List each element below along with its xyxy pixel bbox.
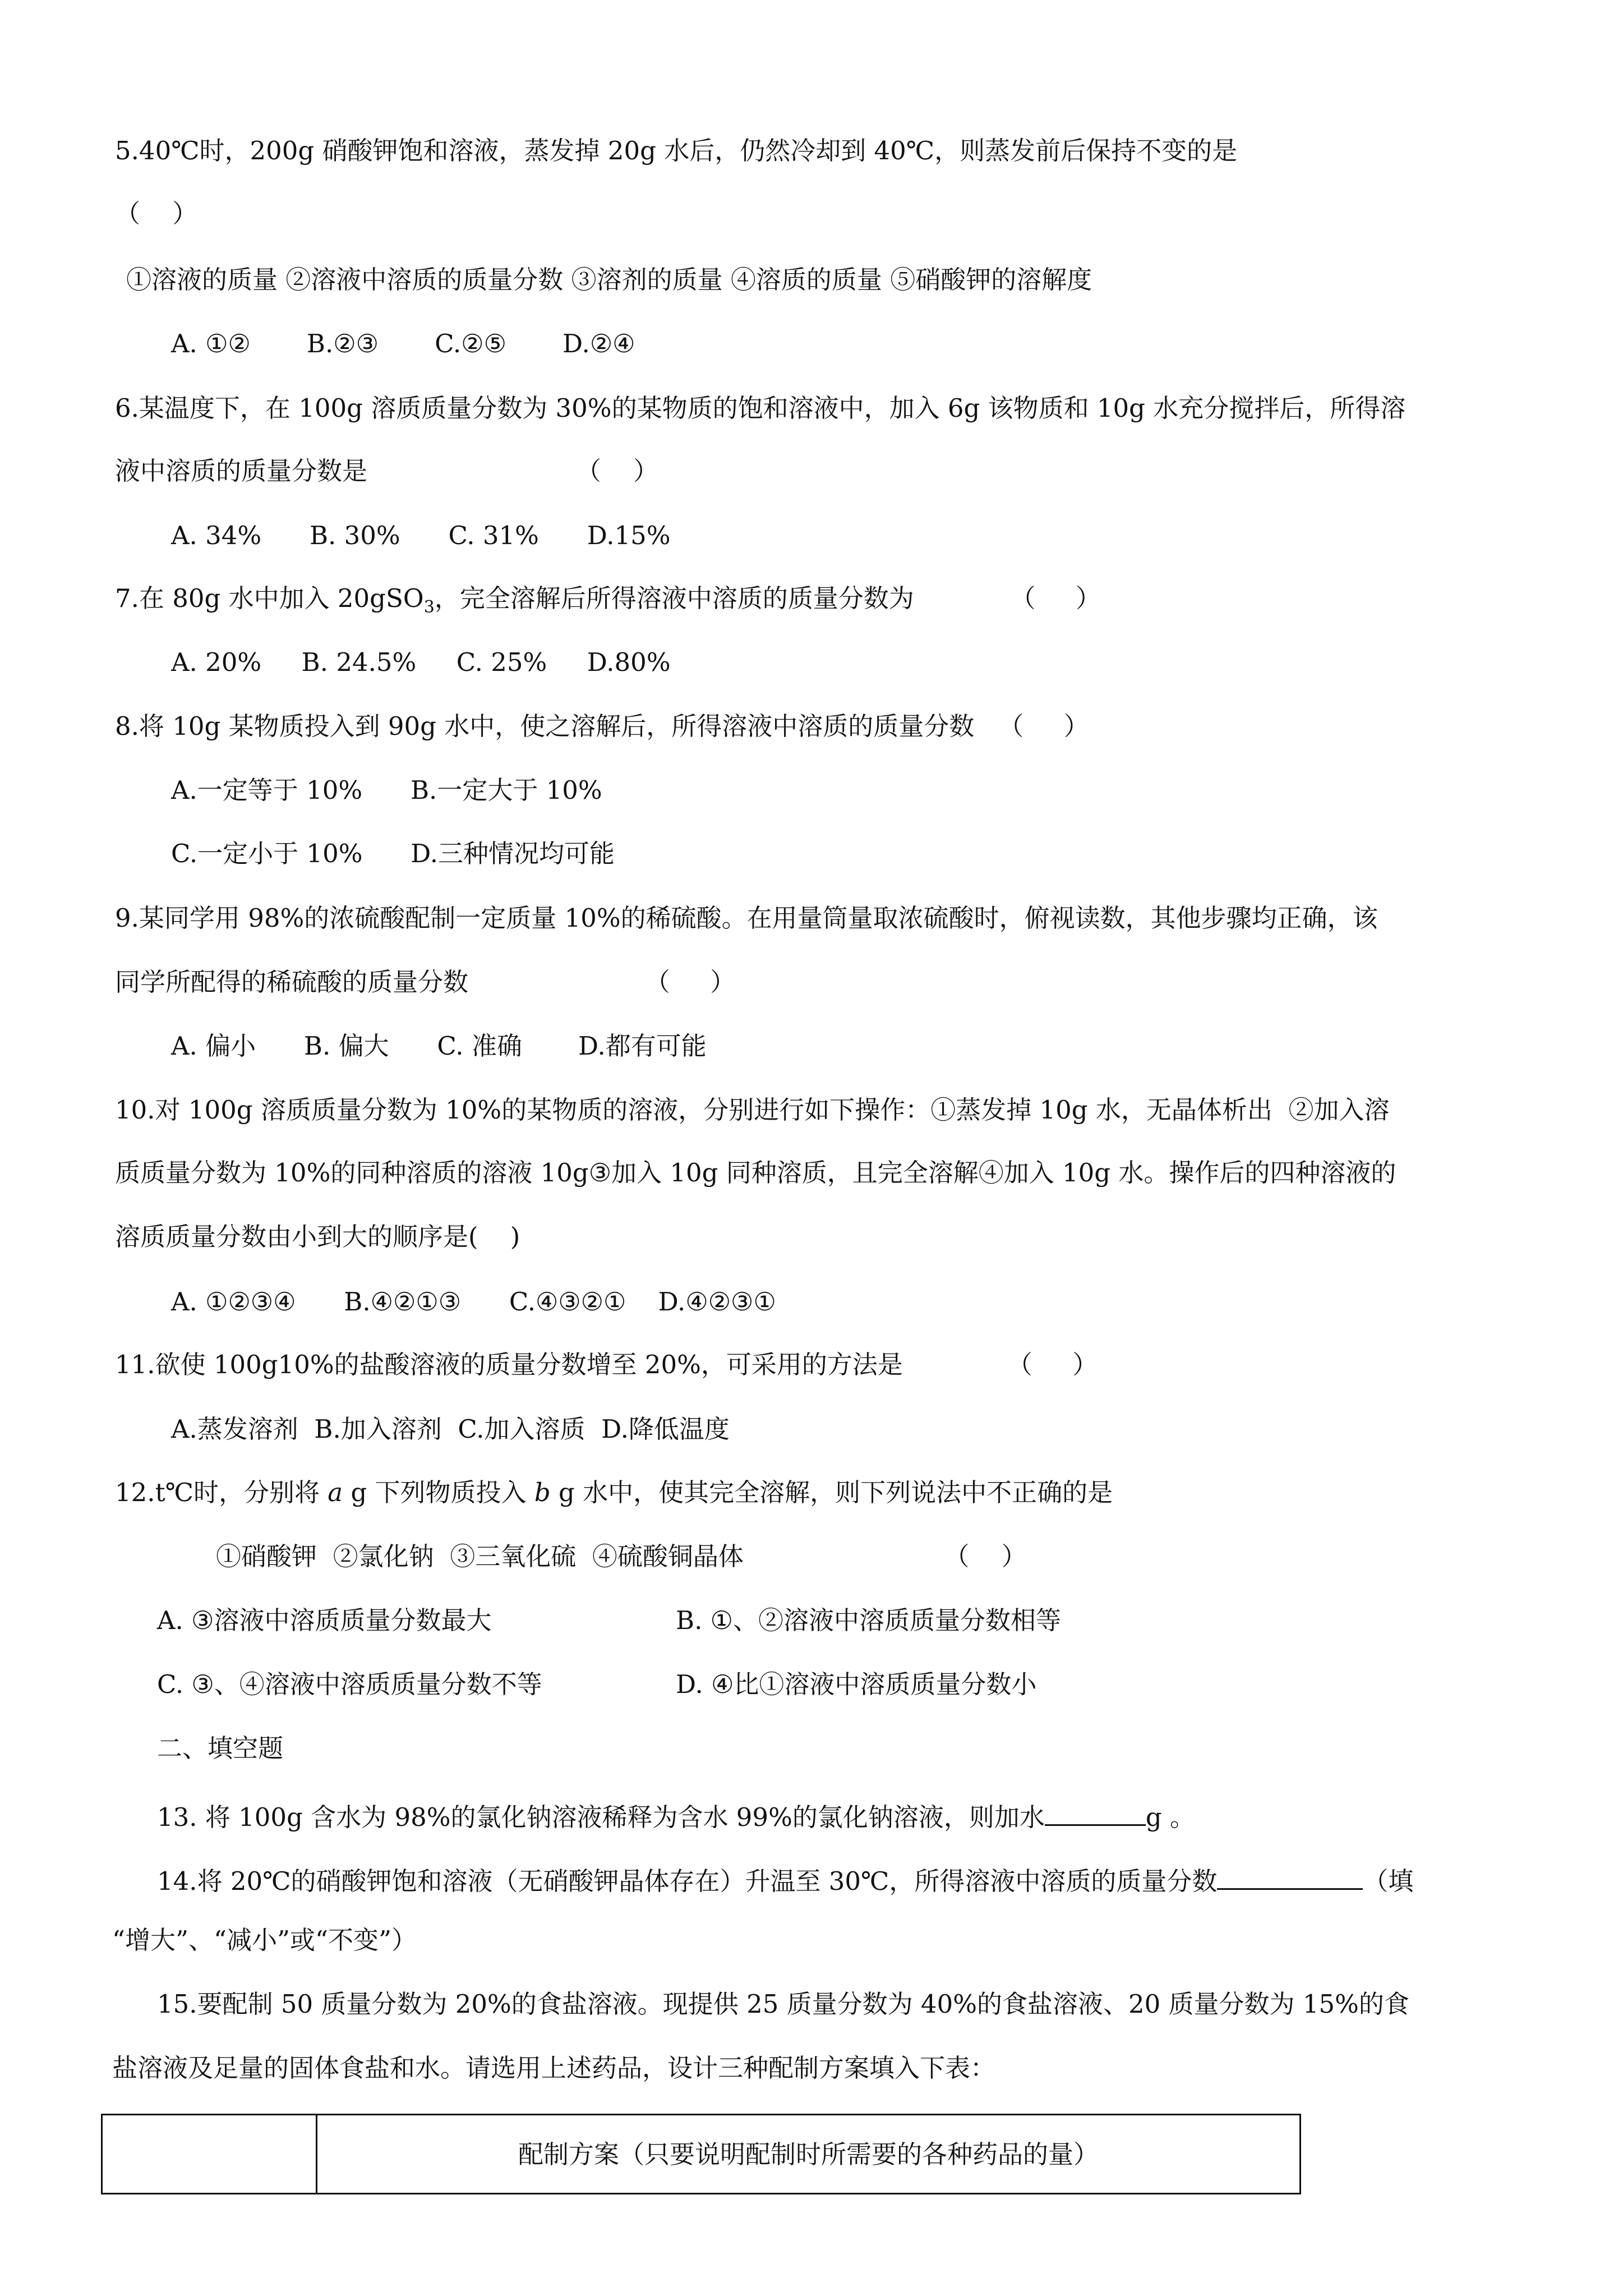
q12-var-a: a <box>328 1478 343 1507</box>
preparation-plan-table <box>101 2114 1301 2194</box>
q12-items: ①硝酸钾 ②氯化钠 ③三氧化硫 ④硫酸铜晶体 （ ） <box>216 1542 1027 1571</box>
q12-stem-mid: g 下列物质投入 <box>343 1478 534 1507</box>
q12-option-b: B. ①、②溶液中溶质质量分数相等 <box>676 1605 1062 1635</box>
q11-options: A.蒸发溶剂 B.加入溶剂 C.加入溶质 D.降低温度 <box>171 1414 730 1444</box>
q13-answer-blank[interactable] <box>1045 1800 1146 1826</box>
table-header-cell-plan: 配制方案（只要说明配制时所需要的各种药品的量） <box>518 2139 1099 2169</box>
q15-stem-line1: 15.要配制 50 质量分数为 20%的食盐溶液。现提供 25 质量分数为 40%的食盐溶液、20 质量分数为 15%的食 <box>157 1989 1409 2019</box>
q14-stem <box>157 1864 1413 1894</box>
q9-stem-line1: 9.某同学用 98%的浓硫酸配制一定质量 10%的稀硫酸。在用量筒量取浓硫酸时，俯视读数，其他步骤均正确，该 <box>115 903 1378 933</box>
q13-stem <box>157 1800 1195 1830</box>
q14-stem-pre: 14.将 20℃的硝酸钾饱和溶液（无硝酸钾晶体存在）升温至 30℃，所得溶液中溶质的质量分数 <box>157 1866 1218 1896</box>
q7-stem-pre: 7.在 80g 水中加入 20gSO <box>115 583 424 613</box>
q6-stem-line1: 6.某温度下，在 100g 溶质质量分数为 30%的某物质的饱和溶液中，加入 6g 该物质和 10g 水充分搅拌后，所得溶 <box>115 393 1406 423</box>
q7-stem-post: ，完全溶解后所得溶液中溶质的质量分数为 （ ） <box>434 583 1101 613</box>
q5-items: ①溶液的质量 ②溶液中溶质的质量分数 ③溶剂的质量 ④溶质的质量 ⑤硝酸钾的溶解度 <box>126 265 1092 295</box>
q11-stem: 11.欲使 100g10%的盐酸溶液的质量分数增至 20%，可采用的方法是 （ ） <box>115 1350 1098 1379</box>
q13-stem-post: g 。 <box>1145 1802 1195 1832</box>
q10-stem-line1: 10.对 100g 溶质质量分数为 10%的某物质的溶液，分别进行如下操作：①蒸发掉 10g 水，无晶体析出 ②加入溶 <box>115 1095 1390 1125</box>
table-header-cell-blank <box>103 2115 317 2193</box>
q8-options-row2: C.一定小于 10% D.三种情况均可能 <box>171 839 615 868</box>
q14-stem-post: （填 <box>1363 1866 1414 1896</box>
q12-option-d: D. ④比①溶液中溶质质量分数小 <box>676 1669 1037 1699</box>
q14-answer-blank[interactable] <box>1217 1864 1363 1890</box>
q7-stem <box>115 583 1101 617</box>
q10-stem-line3: 溶质质量分数由小到大的顺序是( ) <box>115 1222 520 1251</box>
q7-subscript: 3 <box>423 597 435 617</box>
q8-stem: 8.将 10g 某物质投入到 90g 水中，使之溶解后，所得溶液中溶质的质量分数 （ ） <box>115 711 1089 741</box>
q9-options: A. 偏小 B. 偏大 C. 准确 D.都有可能 <box>171 1031 707 1061</box>
q8-options-row1: A.一定等于 10% B.一定大于 10% <box>171 775 602 805</box>
q12-stem-post: g 水中，使其完全溶解，则下列说法中不正确的是 <box>550 1478 1113 1507</box>
q12-var-b: b <box>534 1478 551 1507</box>
q13-stem-pre: 13. 将 100g 含水为 98%的氯化钠溶液稀释为含水 99%的氯化钠溶液，则加水 <box>157 1802 1045 1832</box>
q9-stem-line2: 同学所配得的稀硫酸的质量分数 （ ） <box>115 967 736 997</box>
q12-stem-pre: 12.t℃时，分别将 <box>115 1478 328 1507</box>
q5-stem-line1: 5.40℃时，200g 硝酸钾饱和溶液，蒸发掉 20g 水后，仍然冷却到 40℃，则蒸发前后保持不变的是 <box>115 136 1238 165</box>
q10-options: A. ①②③④ B.④②①③ C.④③②① D.④②③① <box>171 1287 776 1317</box>
q12-option-c: C. ③、④溶液中溶质质量分数不等 <box>157 1669 542 1699</box>
q14-stem-line2: “增大”、“减小”或“不变”） <box>112 1925 417 1955</box>
q12-option-a: A. ③溶液中溶质质量分数最大 <box>157 1605 492 1635</box>
q15-stem-line2: 盐溶液及足量的固体食盐和水。请选用上述药品，设计三种配制方案填入下表： <box>112 2053 996 2083</box>
q5-answer-bracket: （ ） <box>115 199 198 228</box>
section-fill-in-title: 二、填空题 <box>157 1733 284 1763</box>
q12-stem <box>115 1480 1113 1505</box>
q10-stem-line2: 质质量分数为 10%的同种溶质的溶液 10g③加入 10g 同种溶质，且完全溶解④加入 10g 水。操作后的四种溶液的 <box>115 1158 1396 1188</box>
q6-stem-line2: 液中溶质的质量分数是 （ ） <box>115 456 659 486</box>
q5-options: A. ①② B.②③ C.②⑤ D.②④ <box>171 329 635 358</box>
q6-options: A. 34% B. 30% C. 31% D.15% <box>171 521 671 550</box>
q7-options: A. 20% B. 24.5% C. 25% D.80% <box>171 647 671 677</box>
